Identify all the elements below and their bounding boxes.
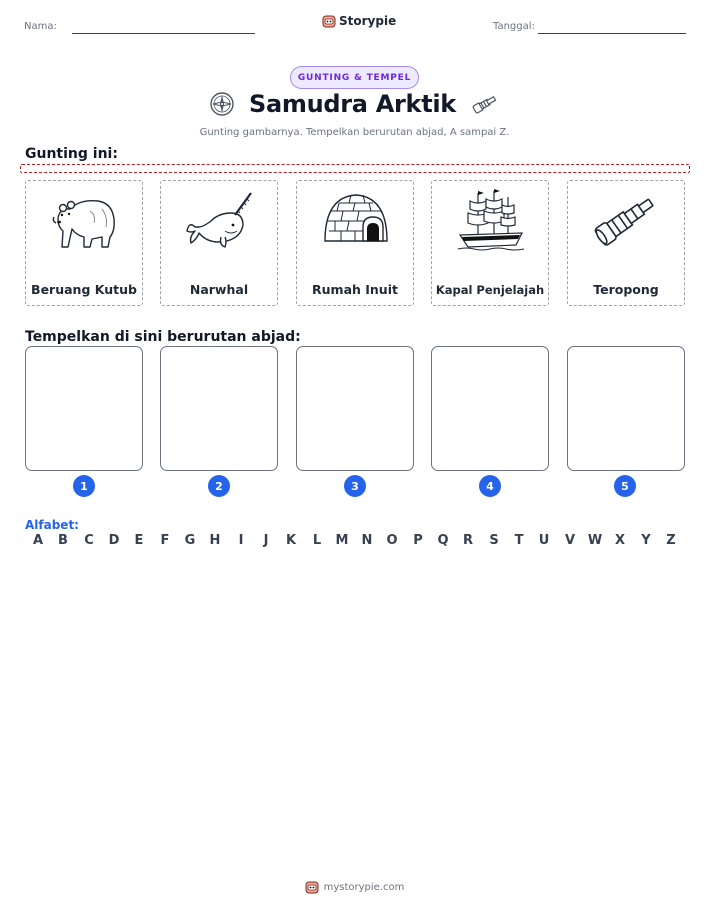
alphabet-letter: K xyxy=(285,533,297,548)
alphabet-letter: B xyxy=(58,533,68,548)
alphabet-letter: G xyxy=(184,533,196,548)
cut-line xyxy=(20,164,690,173)
card-label: Rumah Inuit xyxy=(312,282,398,297)
alphabet-letter: X xyxy=(614,533,626,548)
narwhal-icon xyxy=(185,187,257,251)
brand-logo xyxy=(322,14,396,28)
worksheet-title: Samudra Arktik xyxy=(249,90,456,118)
category-badge: GUNTING & TEMPEL xyxy=(290,66,419,89)
compass-icon xyxy=(209,91,235,117)
slot-number-badge: 5 xyxy=(614,475,636,497)
alphabet-letter: M xyxy=(335,533,349,548)
card-label: Beruang Kutub xyxy=(31,282,137,297)
alphabet-letter: Q xyxy=(437,533,449,548)
instructions: Gunting gambarnya. Tempelkan berurutan abjad, A sampai Z. xyxy=(199,127,510,138)
alphabet-letter: L xyxy=(312,533,322,548)
alphabet-letter: U xyxy=(538,533,550,548)
alphabet-letter: Z xyxy=(666,533,676,548)
brand-name: Storypie xyxy=(339,14,397,28)
telescope-icon xyxy=(592,187,662,251)
cut-card-telescope[interactable] xyxy=(567,180,685,306)
cut-card-narwhal[interactable] xyxy=(160,180,278,306)
alphabet-letter: S xyxy=(489,533,499,548)
paste-section-title: Tempelkan di sini berurutan abjad: xyxy=(25,329,301,345)
alphabet-letter: N xyxy=(361,533,373,548)
alphabet-letter: O xyxy=(386,533,398,548)
card-label: Kapal Penjelajah xyxy=(435,283,545,297)
alphabet-letter: T xyxy=(514,533,524,548)
alphabet-letter: F xyxy=(160,533,170,548)
paste-slot-2[interactable] xyxy=(160,346,278,471)
footer-site-link[interactable]: mystorypie.com xyxy=(323,881,405,893)
name-label: Nama: xyxy=(24,21,57,32)
storypie-mascot-icon xyxy=(305,880,319,894)
date-label: Tanggal: xyxy=(493,21,535,32)
alphabet-letter: I xyxy=(238,533,244,548)
paste-slot-1[interactable] xyxy=(25,346,143,471)
cut-card-polar-bear[interactable] xyxy=(25,180,143,306)
alphabet-letter: J xyxy=(263,533,269,548)
alphabet-letter: V xyxy=(564,533,576,548)
cut-card-igloo[interactable] xyxy=(296,180,414,306)
name-line[interactable] xyxy=(72,33,255,34)
slot-number-badge: 3 xyxy=(344,475,366,497)
date-line[interactable] xyxy=(538,33,686,34)
slot-number-badge: 1 xyxy=(73,475,95,497)
footer xyxy=(0,880,709,894)
alphabet-letter: A xyxy=(32,533,44,548)
alphabet-letter: D xyxy=(108,533,120,548)
paste-slot-5[interactable] xyxy=(567,346,685,471)
storypie-mascot-icon xyxy=(322,14,336,28)
alphabet-letter: W xyxy=(587,533,603,548)
sailing-ship-icon xyxy=(456,187,526,255)
slot-number-badge: 4 xyxy=(479,475,501,497)
alphabet-letter: R xyxy=(462,533,473,548)
title-row xyxy=(0,90,709,118)
alphabet-letter: C xyxy=(84,533,94,548)
alphabet-title: Alfabet: xyxy=(25,518,79,532)
igloo-icon xyxy=(321,187,391,247)
paste-slot-3[interactable] xyxy=(296,346,414,471)
paste-slot-4[interactable] xyxy=(431,346,549,471)
card-label: Teropong xyxy=(593,282,659,297)
polar-bear-icon xyxy=(50,187,118,251)
card-label: Narwhal xyxy=(189,282,249,297)
slot-number-badge: 2 xyxy=(208,475,230,497)
cut-section-title: Gunting ini: xyxy=(25,146,118,162)
alphabet-letter: P xyxy=(413,533,423,548)
telescope-icon xyxy=(470,91,500,117)
cut-card-ship[interactable] xyxy=(431,180,549,306)
alphabet-letter: H xyxy=(209,533,221,548)
alphabet-letter: Y xyxy=(641,533,651,548)
alphabet-letter: E xyxy=(134,533,144,548)
